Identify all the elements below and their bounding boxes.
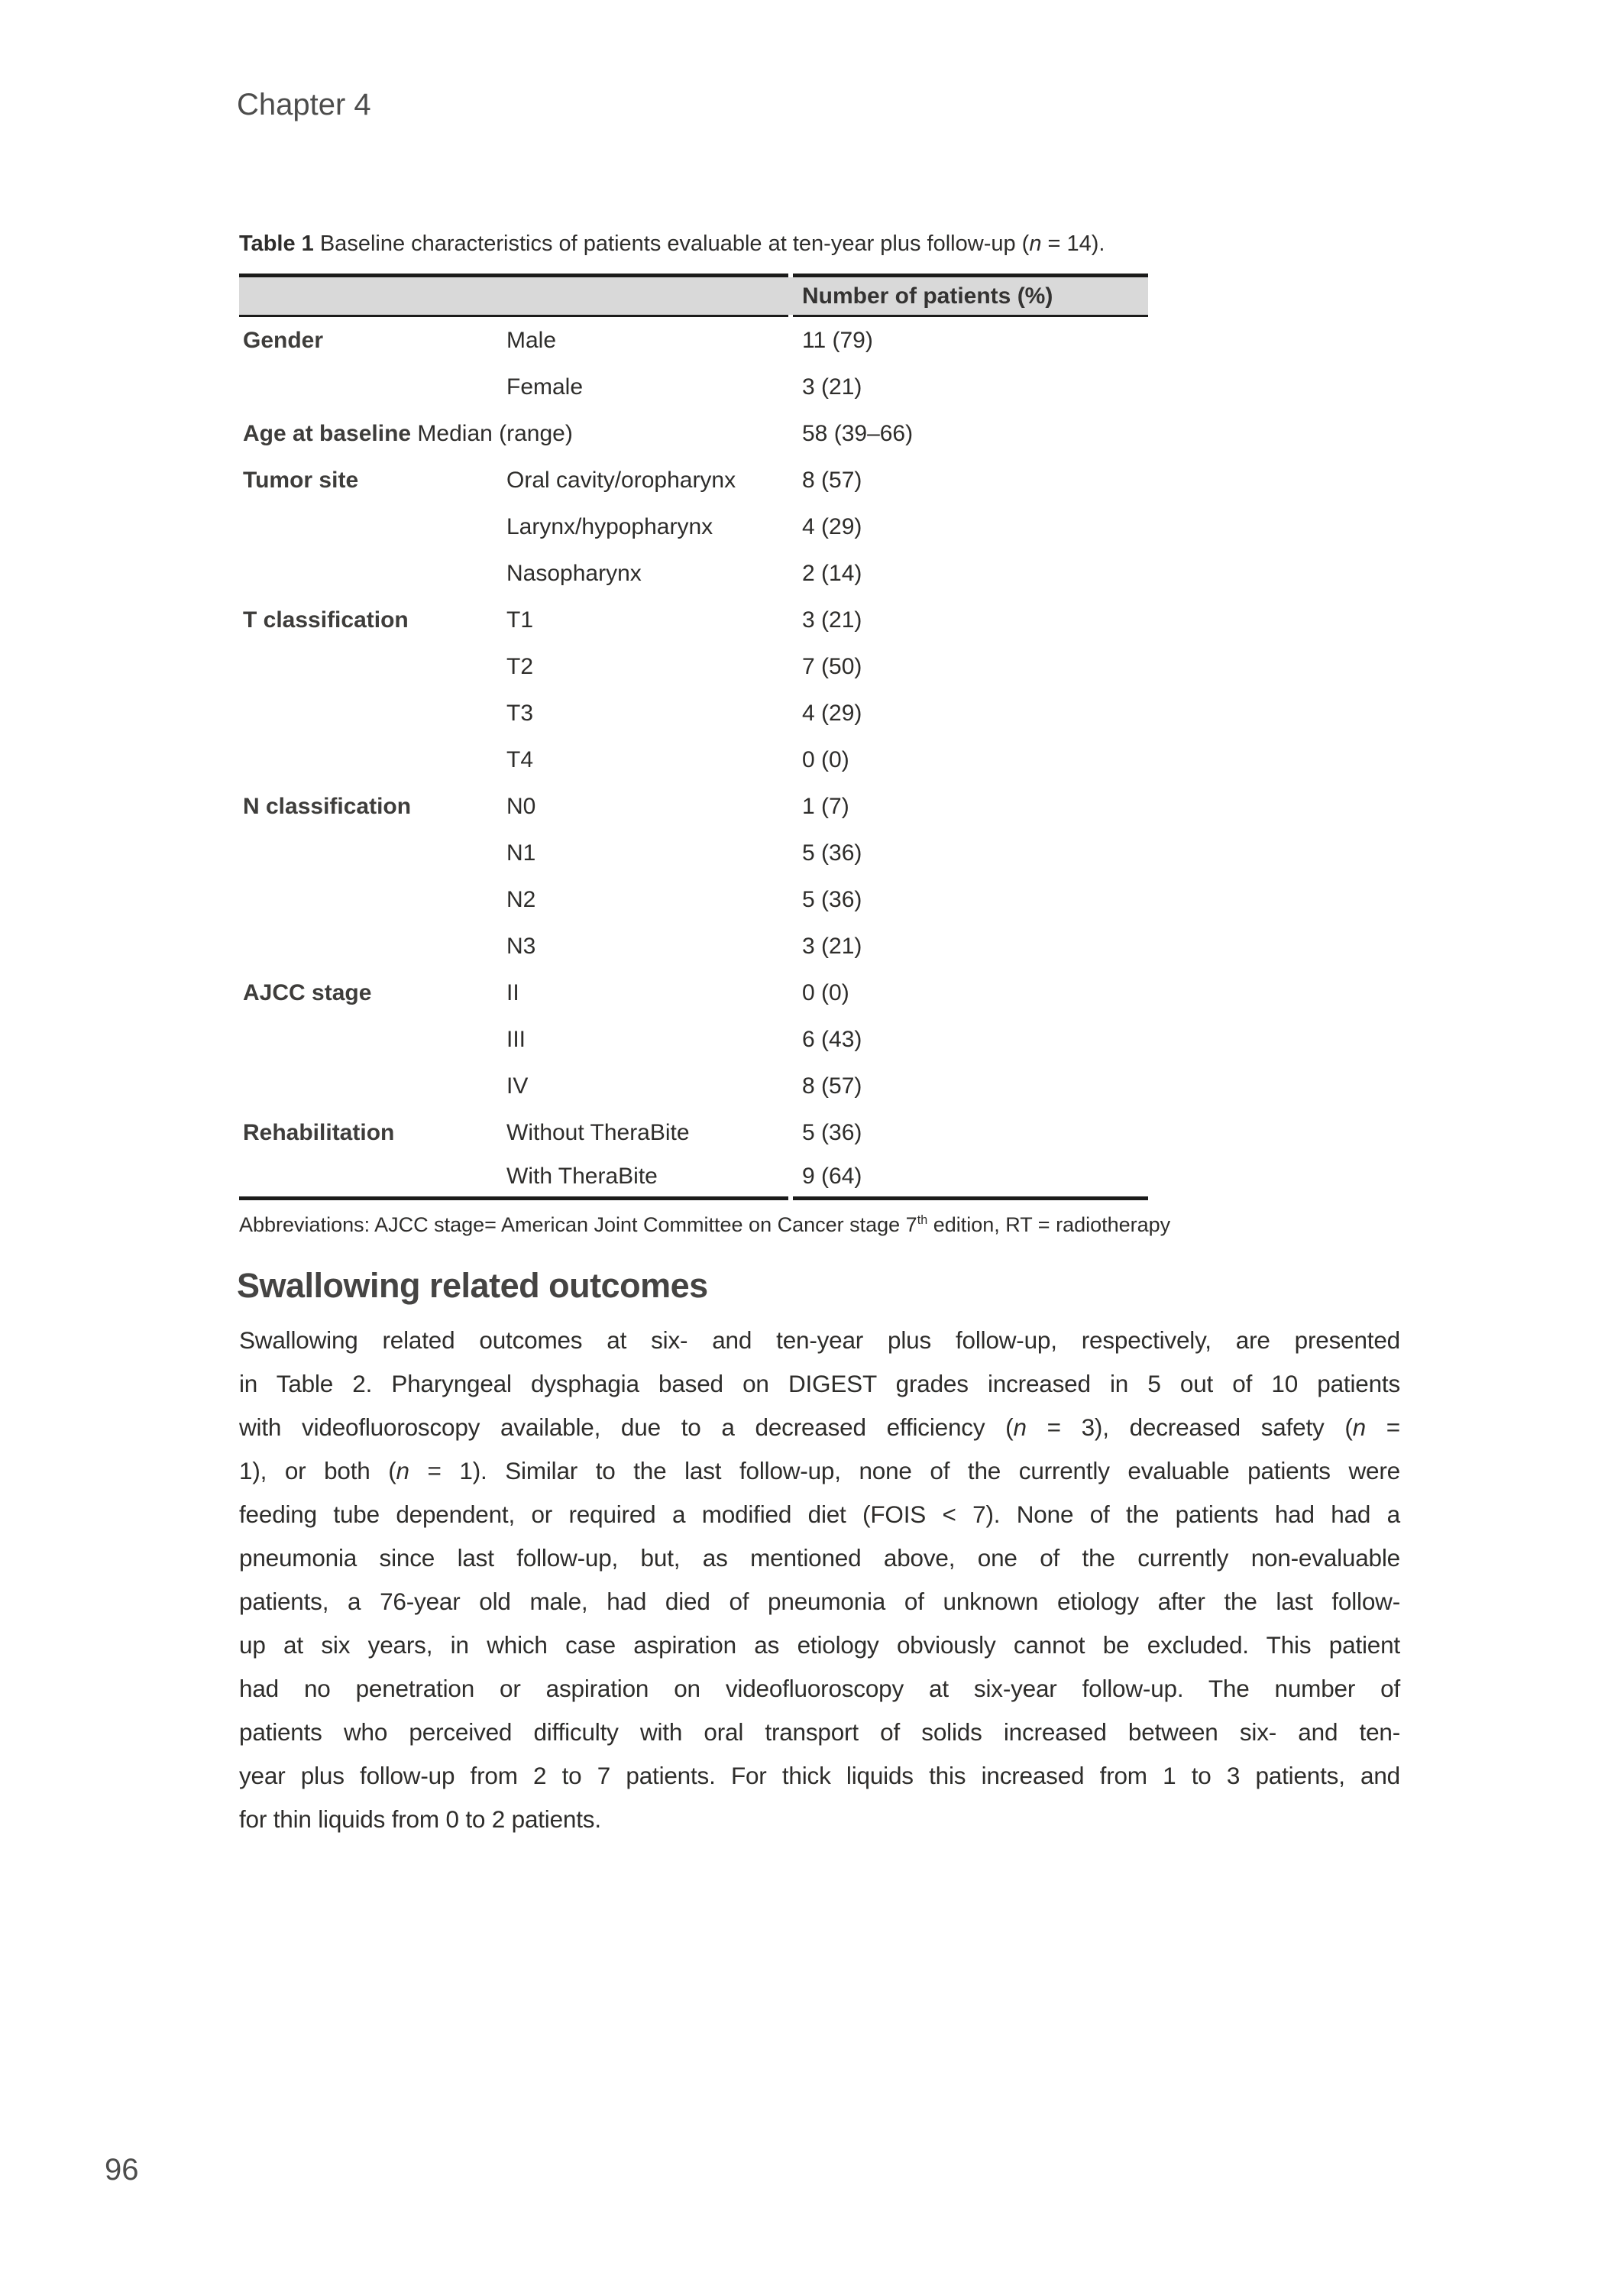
paragraph-line: [239, 1580, 1400, 1624]
table-row: [239, 736, 1148, 783]
row-value: 8 (57): [802, 1073, 862, 1099]
row-subcategory: Female: [506, 374, 584, 400]
paragraph-line: [239, 1667, 1400, 1711]
row-value: 5 (36): [802, 840, 862, 866]
text-segment: 1), or both (: [239, 1457, 396, 1484]
row-value: 1 (7): [802, 793, 849, 819]
row-value: 3 (21): [802, 933, 862, 959]
row-category-label: Gender: [243, 327, 324, 353]
table-row: [239, 1016, 1148, 1063]
table-row: [239, 597, 1148, 643]
paragraph-line: [239, 1624, 1400, 1667]
section-heading: Swallowing related outcomes: [237, 1266, 708, 1305]
table-row: [239, 550, 1148, 597]
row-subcategory: Nasopharynx: [506, 560, 642, 586]
row-subcategory: N0: [506, 793, 536, 819]
row-subcategory: Larynx/hypopharynx: [506, 513, 713, 539]
table-row: [239, 364, 1148, 410]
text-segment: = 14).: [1041, 231, 1105, 256]
table-row: [239, 690, 1148, 736]
table-row: [239, 876, 1148, 923]
text-segment: up at six years, in which case aspiration as etiology obviously cannot be excluded. This patient: [239, 1631, 1400, 1659]
table-header-band: [239, 277, 1148, 315]
table-row: [239, 970, 1148, 1016]
row-value: 2 (14): [802, 560, 862, 586]
text-segment: = 3), decreased safety (: [1026, 1413, 1353, 1441]
table-row: [239, 643, 1148, 690]
paragraph-line: [239, 1798, 1400, 1841]
text-segment: th: [917, 1213, 928, 1227]
text-segment: in Table 2. Pharyngeal dysphagia based on DIGEST grades increased in 5 out of 10 patients: [239, 1370, 1400, 1397]
text-segment: n: [396, 1457, 409, 1484]
row-category-label: Age at baseline Median (range): [243, 420, 573, 446]
row-subcategory: T3: [506, 700, 534, 726]
row-subcategory: T2: [506, 653, 534, 679]
text-segment: for thin liquids from 0 to 2 patients.: [239, 1805, 601, 1833]
text-segment: = 1). Similar to the last follow-up, none of the currently evaluable patients were: [409, 1457, 1400, 1484]
row-subcategory: N1: [506, 840, 536, 866]
row-category-suffix: Median (range): [411, 420, 573, 446]
text-segment: edition, RT = radiotherapy: [927, 1213, 1171, 1236]
row-value: 4 (29): [802, 700, 862, 726]
text-segment: feeding tube dependent, or required a modified diet (FOIS < 7). None of the patients had had a: [239, 1500, 1400, 1528]
text-segment: patients who perceived difficulty with oral transport of solids increased between six- and ten-: [239, 1718, 1400, 1746]
baseline-characteristics-table: [239, 274, 1148, 1200]
row-subcategory: Male: [506, 327, 557, 353]
text-segment: n: [1352, 1413, 1366, 1441]
table-footnote: [239, 1211, 1170, 1238]
row-value: 58 (39–66): [802, 420, 914, 446]
chapter-header: Chapter 4: [237, 88, 371, 121]
text-segment: year plus follow-up from 2 to 7 patients. For thick liquids this increased from 1 to 3 patients, and: [239, 1762, 1400, 1789]
row-subcategory: T1: [506, 607, 534, 633]
row-value: 9 (64): [802, 1163, 862, 1189]
text-segment: with videofluoroscopy available, due to a decreased efficiency (: [239, 1413, 1014, 1441]
row-value: 3 (21): [802, 374, 862, 400]
table-row: [239, 783, 1148, 830]
row-category-label: Rehabilitation: [243, 1119, 395, 1145]
page-number: 96: [105, 2153, 139, 2187]
row-value: 7 (50): [802, 653, 862, 679]
paragraph-line: [239, 1362, 1400, 1406]
row-value: 5 (36): [802, 1119, 862, 1145]
row-subcategory: IV: [506, 1073, 529, 1099]
table-row: [239, 1109, 1148, 1156]
text-segment: patients, a 76-year old male, had died of pneumonia of unknown etiology after the last follow-: [239, 1588, 1400, 1615]
row-subcategory: Without TheraBite: [506, 1119, 690, 1145]
row-subcategory: Oral cavity/oropharynx: [506, 467, 736, 493]
row-category-label: T classification: [243, 607, 409, 633]
table-row: [239, 1156, 1148, 1196]
row-value: 0 (0): [802, 746, 849, 772]
row-category-label: Tumor site: [243, 467, 359, 493]
text-segment: had no penetration or aspiration on videofluoroscopy at six-year follow-up. The number of: [239, 1675, 1400, 1702]
row-subcategory: With TheraBite: [506, 1163, 658, 1189]
table-row: [239, 503, 1148, 550]
text-segment: n: [1013, 1413, 1027, 1441]
row-value: 0 (0): [802, 979, 849, 1005]
row-category-label: N classification: [243, 793, 412, 819]
row-value: 6 (43): [802, 1026, 862, 1052]
row-subcategory: III: [506, 1026, 526, 1052]
row-subcategory: II: [506, 979, 519, 1005]
table-row: [239, 830, 1148, 876]
text-segment: Abbreviations: AJCC stage= American Joint Committee on Cancer stage 7: [239, 1213, 917, 1236]
table-row: [239, 410, 1148, 457]
column-header-number-of-patients: Number of patients (%): [802, 283, 1053, 309]
row-subcategory: T4: [506, 746, 534, 772]
paragraph-line: [239, 1493, 1400, 1536]
text-segment: pneumonia since last follow-up, but, as mentioned above, one of the currently non-evaluable: [239, 1544, 1400, 1572]
row-subcategory: N3: [506, 933, 536, 959]
body-paragraph: [239, 1319, 1400, 1841]
row-subcategory: N2: [506, 886, 536, 912]
paragraph-line: [239, 1754, 1400, 1798]
text-segment: Swallowing related outcomes at six- and ten-year plus follow-up, respectively, are presented: [239, 1326, 1400, 1354]
text-segment: n: [1029, 231, 1042, 256]
text-segment: Table 1: [239, 231, 320, 256]
text-segment: Baseline characteristics of patients evaluable at ten-year plus follow-up (: [319, 231, 1030, 256]
table-row: [239, 317, 1148, 364]
table-body: [239, 317, 1148, 1196]
paragraph-line: [239, 1406, 1400, 1449]
row-value: 8 (57): [802, 467, 862, 493]
paragraph-line: [239, 1536, 1400, 1580]
row-value: 4 (29): [802, 513, 862, 539]
table-row: [239, 1063, 1148, 1109]
row-value: 11 (79): [802, 327, 873, 353]
row-value: 3 (21): [802, 607, 862, 633]
text-segment: =: [1365, 1413, 1400, 1441]
table-caption: [239, 229, 1105, 258]
paragraph-line: [239, 1319, 1400, 1362]
table-row: [239, 457, 1148, 503]
row-value: 5 (36): [802, 886, 862, 912]
table-row: [239, 923, 1148, 970]
row-category-label: AJCC stage: [243, 979, 372, 1005]
paragraph-line: [239, 1711, 1400, 1754]
paragraph-line: [239, 1449, 1400, 1493]
table-bottom-rule: [239, 1196, 1148, 1200]
